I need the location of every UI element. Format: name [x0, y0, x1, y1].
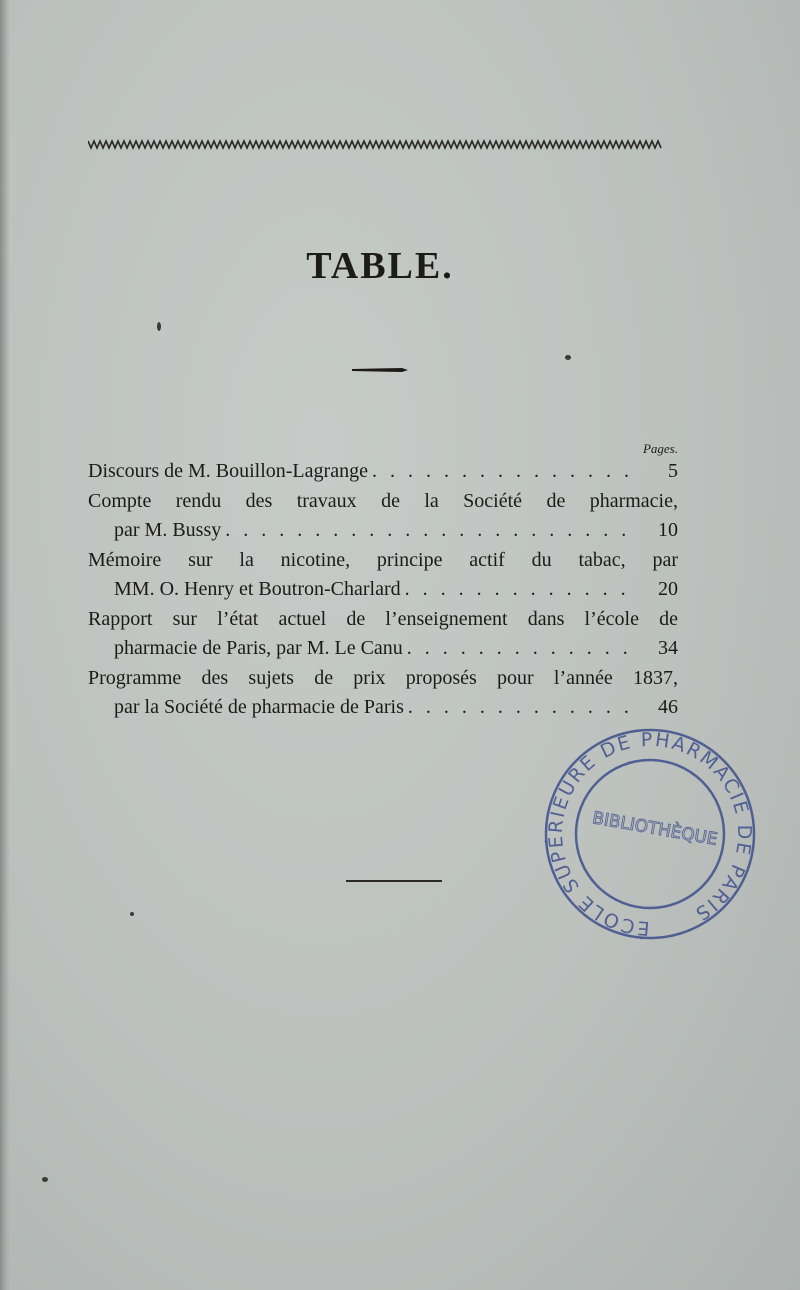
- toc-entry-page: 34: [658, 637, 678, 659]
- toc-entry-title-cont: MM. O. Henry et Boutron-Charlard: [114, 578, 401, 600]
- page-edge-shadow: [0, 0, 10, 1290]
- page-title: TABLE.: [306, 245, 454, 287]
- table-of-contents: [88, 457, 678, 723]
- ornamental-border: [88, 137, 668, 151]
- paper-speck: [565, 355, 571, 360]
- dot-leader: [221, 516, 638, 546]
- toc-entry: [88, 546, 678, 605]
- pages-column-header: Pages.: [642, 441, 678, 456]
- toc-entry: [88, 664, 678, 723]
- end-rule: [346, 880, 442, 882]
- toc-entry: [88, 605, 678, 664]
- paper-speck: [130, 912, 134, 916]
- toc-entry-title: Rapport sur l’état actuel de l’enseignement dans l’école de: [88, 607, 678, 630]
- toc-entry-page: 20: [658, 578, 678, 600]
- toc-entry-title-cont: par M. Bussy: [114, 519, 222, 541]
- library-stamp: [536, 722, 764, 942]
- toc-entry-title-cont: pharmacie de Paris, par M. Le Canu: [114, 637, 403, 659]
- toc-entry-title: Programme des sujets de prix proposés pour l’année 1837,: [88, 666, 678, 689]
- stamp-inner-text: BIBLIOTHÈQUE: [590, 808, 719, 850]
- toc-entry-page: 5: [668, 460, 678, 482]
- dot-leader: [404, 693, 638, 723]
- toc-entry-title-cont: par la Société de pharmacie de Paris: [114, 696, 404, 718]
- dot-leader: [403, 634, 638, 664]
- toc-entry-page: 10: [658, 519, 678, 541]
- toc-entry-title: Mémoire sur la nicotine, principe actif du tabac, par: [88, 548, 678, 571]
- paper-speck: [157, 322, 161, 331]
- toc-entry-page: 46: [658, 696, 678, 718]
- toc-entry: [88, 487, 678, 546]
- stamp-outer-text: ÉCOLE SUPÉRIEURE DE PHARMACIE DE PARIS: [544, 728, 756, 940]
- dot-leader: [401, 575, 638, 605]
- toc-entry-title: Discours de M. Bouillon-Lagrange: [88, 460, 368, 482]
- paper-speck: [42, 1177, 48, 1182]
- title-dash-ornament: [352, 366, 408, 374]
- toc-entry: [88, 457, 678, 487]
- dot-leader: [368, 457, 638, 487]
- toc-entry-title: Compte rendu des travaux de la Société de pharmacie,: [88, 489, 678, 512]
